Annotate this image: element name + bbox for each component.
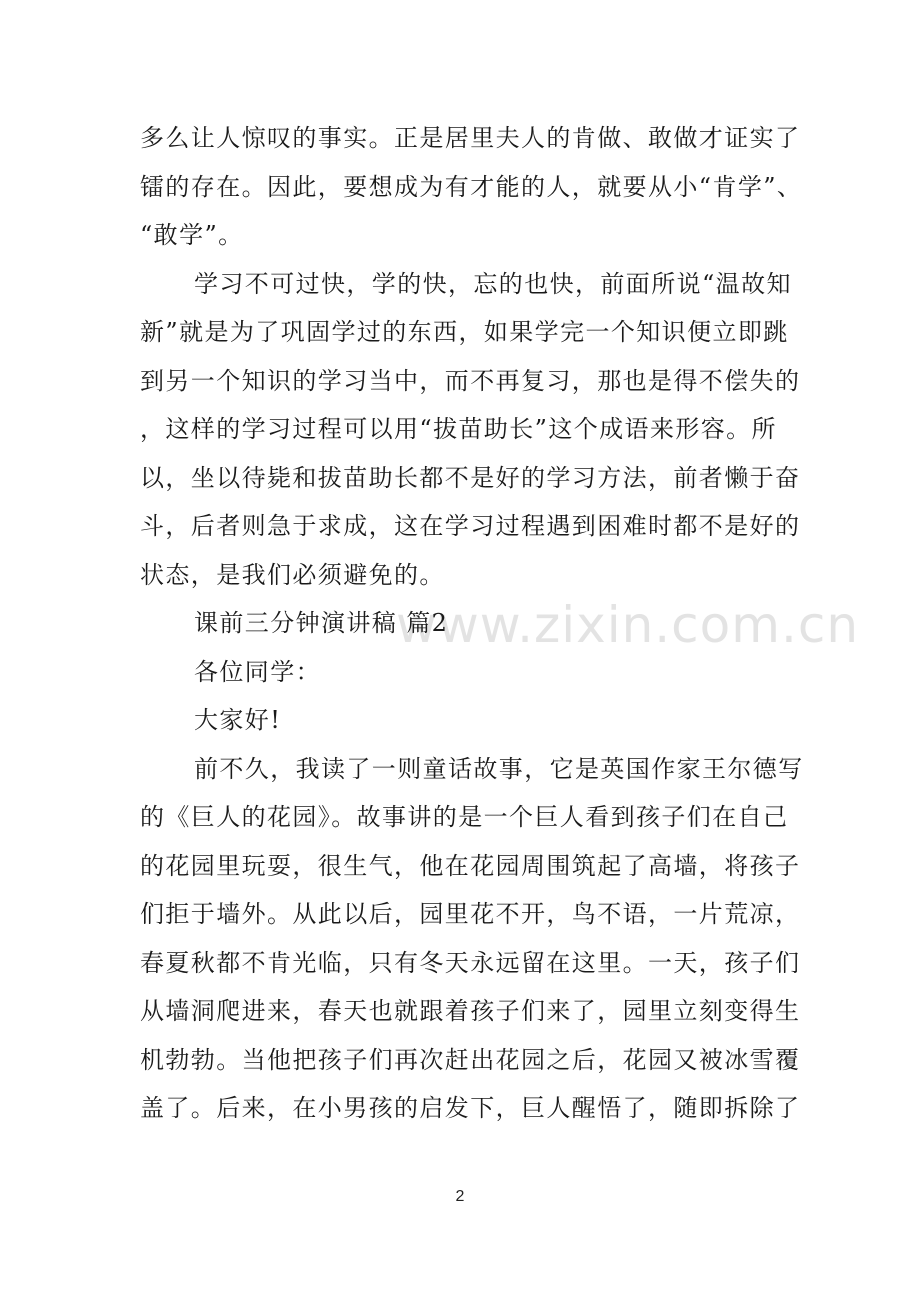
text-line: 多么让人惊叹的事实。正是居里夫人的肯做、敢做才证实了: [140, 124, 801, 152]
text-line: 机勃勃。当他把孩子们再次赶出花园之后，花园又被冰雪覆: [140, 1045, 801, 1074]
page-number: 2: [455, 1188, 465, 1205]
text-line: 斗，后者则急于求成，这在学习过程遇到困难时都不是好的: [140, 512, 801, 540]
greeting: 大家好!: [194, 706, 282, 734]
text-line: 的《巨人的花园》。故事讲的是一个巨人看到孩子们在自己: [140, 803, 789, 831]
text-line: 春夏秋都不肯光临，只有冬天永远留在这里。一天，孩子们: [140, 948, 801, 977]
text-line: 们拒于墙外。从此以后，园里花不开，鸟不语，一片荒凉，: [140, 900, 801, 928]
text-line: 以，坐以待毙和拔苗助长都不是好的学习方法，前者懒于奋: [140, 463, 801, 492]
text-line: ，这样的学习过程可以用“拔苗助长”这个成语来形容。所: [140, 415, 777, 443]
text-line: 从墙洞爬进来，春天也就跟着孩子们来了，园里立刻变得生: [140, 997, 801, 1025]
text-line: 状态，是我们必须避免的。: [140, 560, 445, 589]
text-line: 新”就是为了巩固学过的东西，如果学完一个知识便立即跳: [140, 318, 789, 346]
text-line: 学习不可过快，学的快，忘的也快，前面所说“温故知: [194, 269, 792, 298]
watermark: www.zixin.com.cn: [396, 596, 860, 654]
text-line: 前不久，我读了一则童话故事，它是英国作家王尔德写: [194, 754, 804, 783]
section-heading: 课前三分钟演讲稿 篇2: [194, 609, 449, 637]
text-line: 的花园里玩耍，很生气，他在花园周围筑起了高墙，将孩子: [140, 851, 801, 880]
text-line: 到另一个知识的学习当中，而不再复习，那也是得不偿失的: [140, 366, 801, 395]
text-line: 镭的存在。因此，要想成为有才能的人，就要从小“肯学”、: [140, 172, 803, 201]
salutation: 各位同学：: [194, 657, 321, 686]
text-line: 盖了。后来，在小男孩的启发下，巨人醒悟了，随即拆除了: [140, 1094, 801, 1122]
body-text: [140, 114, 804, 1133]
text-line: “敢学”。: [140, 221, 244, 249]
